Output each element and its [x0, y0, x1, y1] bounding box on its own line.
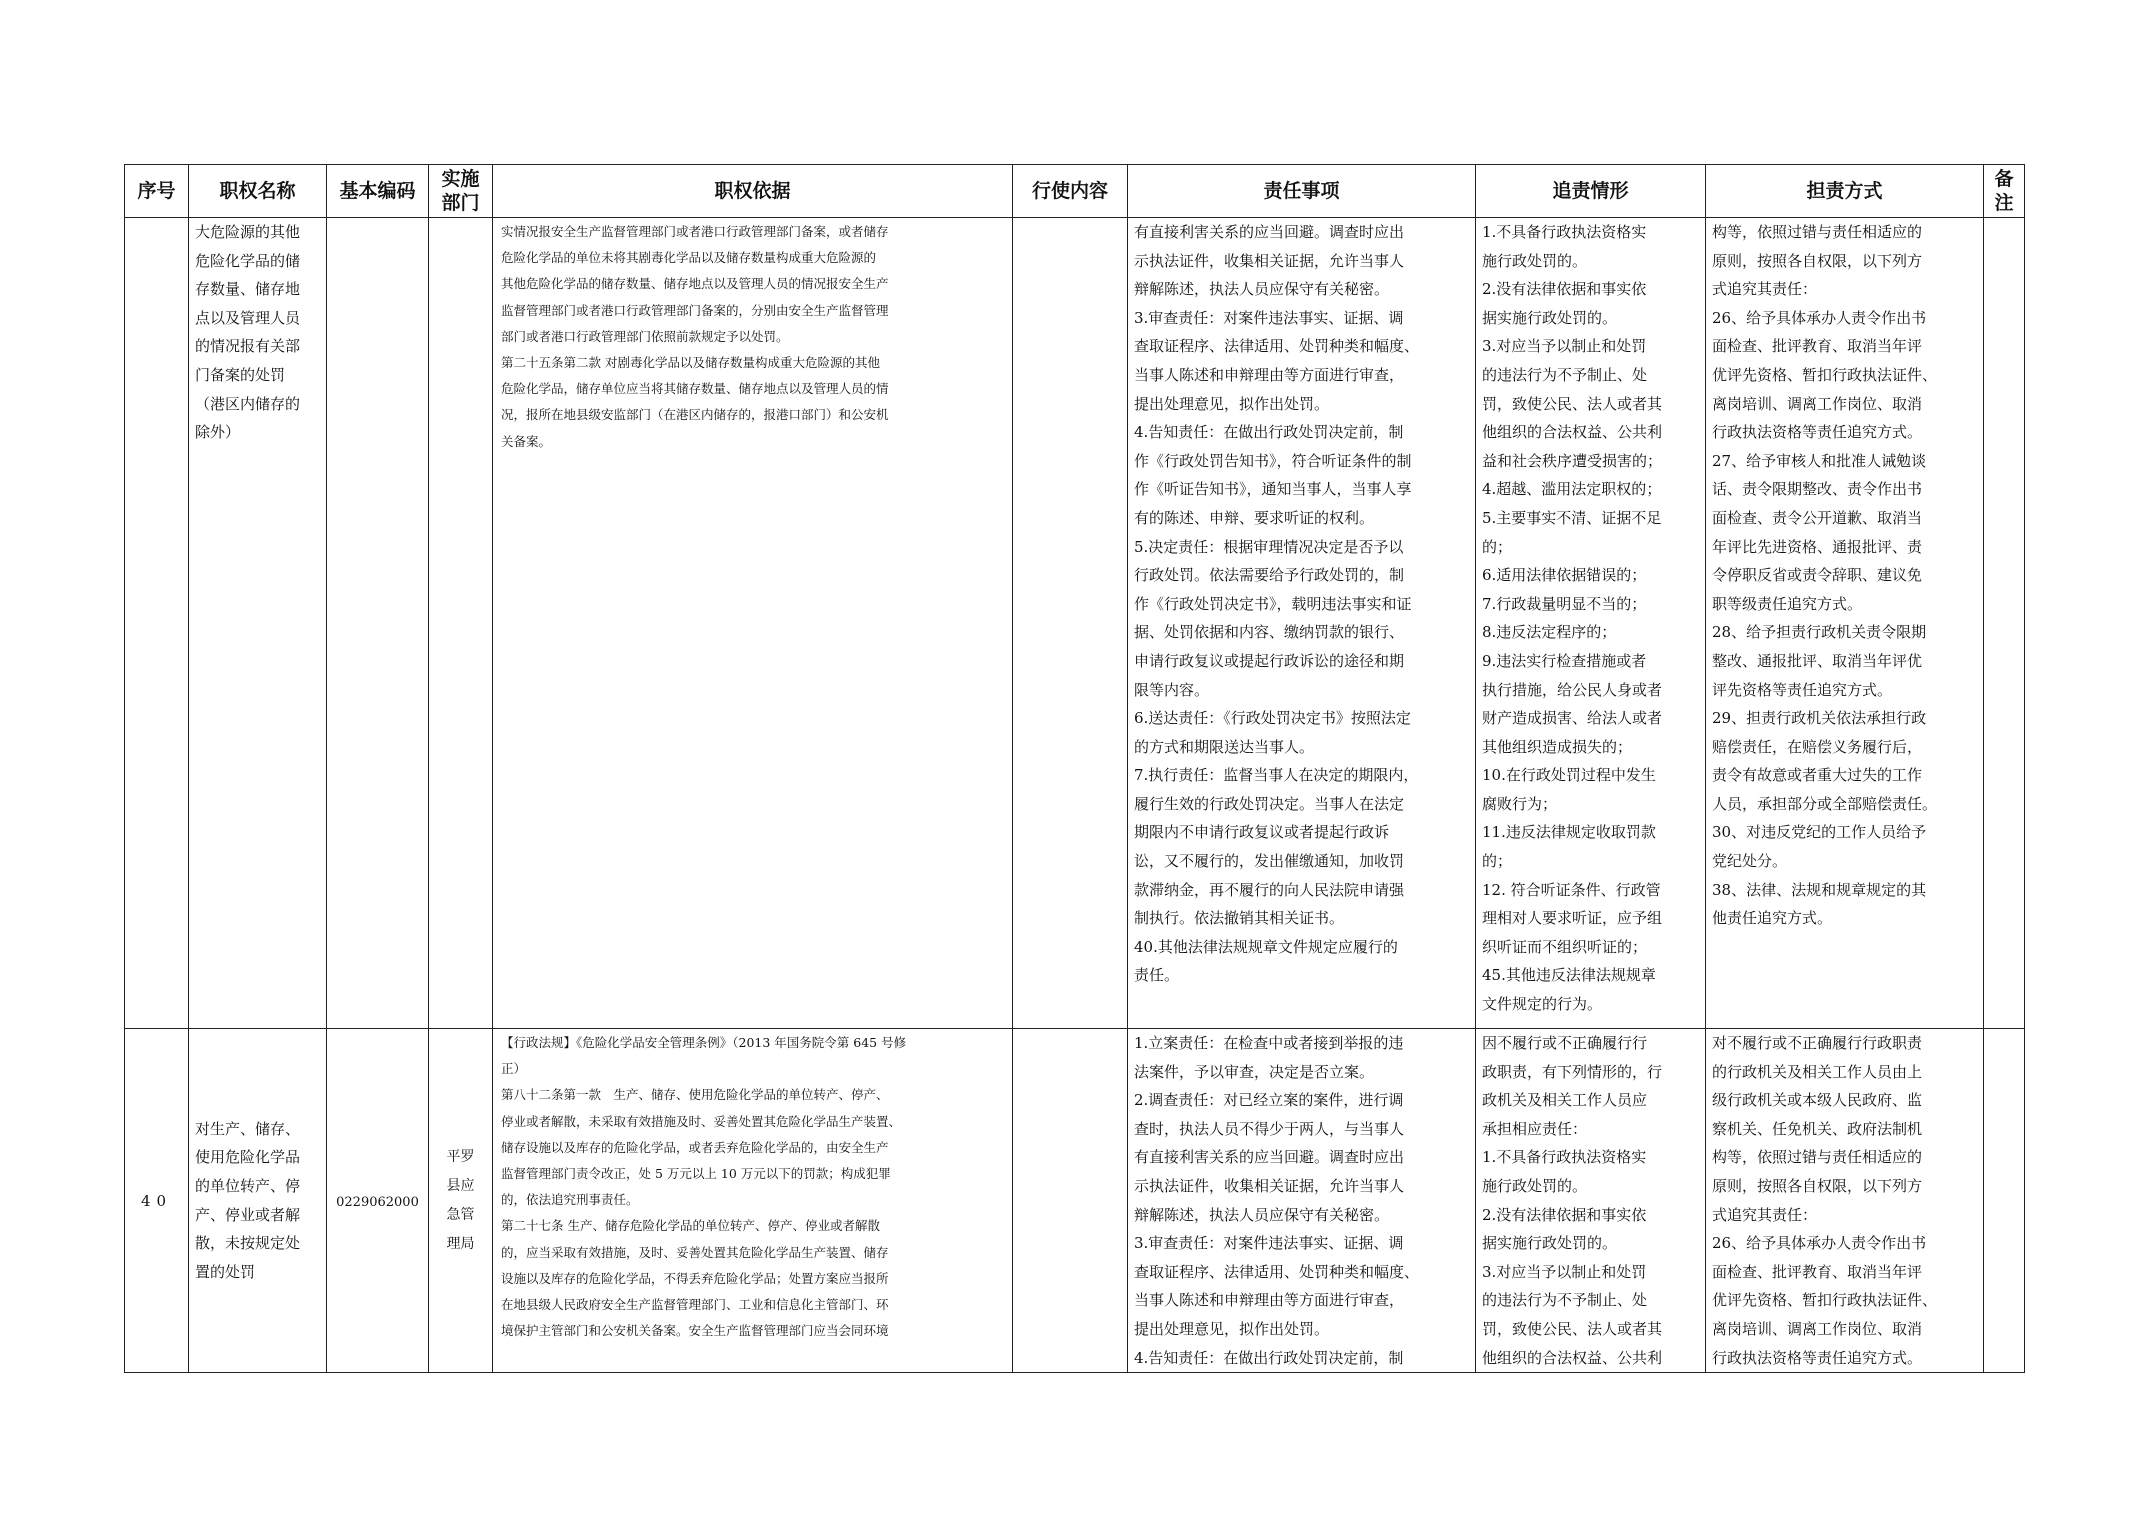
cell-code: 0229062000 [327, 1029, 429, 1373]
cell-liability: 对不履行或不正确履行行政职责 的行政机关及相关工作人员由上 级行政机关或本级人民政府、监 察机关、任免机关、政府法制机 构等，依照过错与责任相适应的 原则，按照各自权限，以下列方 式追究其责任： 26、给予具体承办人责令作出书 面检查、批评教育、取消当年评 优评先资格、暂扣行政执法证件、 离岗培训、调离工作岗位、取消 行政执法资格等责任追究方式。 [1706, 1029, 1984, 1373]
header-remark: 备 注 [1984, 165, 2025, 218]
header-dept: 实施 部门 [429, 165, 493, 218]
header-basis: 职权依据 [493, 165, 1013, 218]
header-code: 基本编码 [327, 165, 429, 218]
cell-liability: 构等，依照过错与责任相适应的 原则，按照各自权限，以下列方 式追究其责任： 26、给予具体承办人责令作出书 面检查、批评教育、取消当年评 优评先资格、暂扣行政执法证件、 离岗培训、调离工作岗位、取消 行政执法资格等责任追究方式。 27、给予审核人和批准人诫勉谈 话、责令限期整改、责令作出书 面检查、责令公开道歉、取消当 年评比先进资格、通报批评、责 令停职反省或责令辞职、建议免 职等级责任追究方式。 28、给予担责行政机关责令限期 整改、通报批评、取消当年评优 评先资格等责任追究方式。 29、担责行政机关依法承担行政 赔偿责任，在赔偿义务履行后， 责令有故意或者重大过失的工作 人员，承担部分或全部赔偿责任。 30、对违反党纪的工作人员给予 党纪处分。 38、法律、法规和规章规定的其 他责任追究方式。 [1706, 218, 1984, 1029]
header-seq: 序号 [125, 165, 189, 218]
cell-basis: 【行政法规】《危险化学品安全管理条例》（2013 年国务院令第 645 号修 正） 第八十二条第一款 生产、储存、使用危险化学品的单位转产、停产、 停业或者解散，未采取有效措施及时、妥善处置其危险化学品生产装置、 储存设施以及库存的危险化学品，或者丢弃危险化学品的，由安全生产 监督管理部门责令改正，处 5 万元以上 10 万元以下的罚款；构成犯罪 的，依法追究刑事责任。 第二十七条 生产、储存危险化学品的单位转产、停产、停业或者解散 的，应当采取有效措施，及时、妥善处置其危险化学品生产装置、储存 设施以及库存的危险化学品，不得丢弃危险化学品；处置方案应当报所 在地县级人民政府安全生产监督管理部门、工业和信息化主管部门、环 境保护主管部门和公安机关备案。安全生产监督管理部门应当会同环境 [493, 1029, 1013, 1373]
table-row [125, 218, 2025, 1029]
header-liability: 担责方式 [1706, 165, 1984, 218]
cell-dept [429, 218, 493, 1029]
header-duty: 责任事项 [1128, 165, 1476, 218]
cell-remark [1984, 1029, 2025, 1373]
table-row [125, 1029, 2025, 1373]
cell-content [1013, 218, 1128, 1029]
header-name: 职权名称 [189, 165, 327, 218]
cell-accountability: 1.不具备行政执法资格实 施行政处罚的。 2.没有法律依据和事实依 据实施行政处罚的。 3.对应当予以制止和处罚 的违法行为不予制止、处 罚，致使公民、法人或者其 他组织的合法权益、公共利 益和社会秩序遭受损害的； 4.超越、滥用法定职权的； 5.主要事实不清、证据不足 的； 6.适用法律依据错误的； 7.行政裁量明显不当的； 8.违反法定程序的； 9.违法实行检查措施或者 执行措施，给公民人身或者 财产造成损害、给法人或者 其他组织造成损失的； 10.在行政处罚过程中发生 腐败行为； 11.违反法律规定收取罚款 的； 12. 符合听证条件、行政管 理相对人要求听证，应予组 织听证而不组织听证的； 45.其他违反法律法规规章 文件规定的行为。 [1476, 218, 1706, 1029]
cell-name: 大危险源的其他 危险化学品的储 存数量、储存地 点以及管理人员 的情况报有关部 门备案的处罚 （港区内储存的 除外） [189, 218, 327, 1029]
cell-seq [125, 218, 189, 1029]
cell-name: 对生产、储存、 使用危险化学品 的单位转产、停 产、停业或者解 散，未按规定处 置的处罚 [189, 1029, 327, 1373]
header-content: 行使内容 [1013, 165, 1128, 218]
cell-accountability: 因不履行或不正确履行行 政职责，有下列情形的，行 政机关及相关工作人员应 承担相应责任： 1.不具备行政执法资格实 施行政处罚的。 2.没有法律依据和事实依 据实施行政处罚的。 3.对应当予以制止和处罚 的违法行为不予制止、处 罚，致使公民、法人或者其 他组织的合法权益、公共利 [1476, 1029, 1706, 1373]
cell-dept: 平罗 县应 急管 理局 [429, 1029, 493, 1373]
header-row [125, 165, 2025, 218]
power-list-table [124, 164, 2025, 1373]
cell-duty: 1.立案责任：在检查中或者接到举报的违 法案件，予以审查，决定是否立案。 2.调查责任：对已经立案的案件，进行调 查时，执法人员不得少于两人，与当事人 有直接利害关系的应当回避。调查时应出 示执法证件，收集相关证据，允许当事人 辩解陈述，执法人员应保守有关秘密。 3.审查责任：对案件违法事实、证据、调 查取证程序、法律适用、处罚种类和幅度、 当事人陈述和申辩理由等方面进行审查， 提出处理意见，拟作出处罚。 4.告知责任：在做出行政处罚决定前，制 [1128, 1029, 1476, 1373]
cell-seq: 40 [125, 1029, 189, 1373]
cell-duty: 有直接利害关系的应当回避。调查时应出 示执法证件，收集相关证据，允许当事人 辩解陈述，执法人员应保守有关秘密。 3.审查责任：对案件违法事实、证据、调 查取证程序、法律适用、处罚种类和幅度、 当事人陈述和申辩理由等方面进行审查， 提出处理意见，拟作出处罚。 4.告知责任：在做出行政处罚决定前，制 作《行政处罚告知书》，符合听证条件的制 作《听证告知书》，通知当事人，当事人享 有的陈述、申辩、要求听证的权利。 5.决定责任：根据审理情况决定是否予以 行政处罚。依法需要给予行政处罚的，制 作《行政处罚决定书》，载明违法事实和证 据、处罚依据和内容、缴纳罚款的银行、 申请行政复议或提起行政诉讼的途径和期 限等内容。 6.送达责任：《行政处罚决定书》按照法定 的方式和期限送达当事人。 7.执行责任：监督当事人在决定的期限内， 履行生效的行政处罚决定。当事人在法定 期限内不申请行政复议或者提起行政诉 讼，又不履行的，发出催缴通知，加收罚 款滞纳金，再不履行的向人民法院申请强 制执行。依法撤销其相关证书。 40.其他法律法规规章文件规定应履行的 责任。 [1128, 218, 1476, 1029]
cell-remark [1984, 218, 2025, 1029]
cell-basis: 实情况报安全生产监督管理部门或者港口行政管理部门备案，或者储存 危险化学品的单位未将其剧毒化学品以及储存数量构成重大危险源的 其他危险化学品的储存数量、储存地点以及管理人员的情况报安全生产 监督管理部门或者港口行政管理部门备案的，分别由安全生产监督管理 部门或者港口行政管理部门依照前款规定予以处罚。 第二十五条第二款 对剧毒化学品以及储存数量构成重大危险源的其他 危险化学品，储存单位应当将其储存数量、储存地点以及管理人员的情 况，报所在地县级安监部门（在港区内储存的，报港口部门）和公安机 关备案。 [493, 218, 1013, 1029]
header-accountability: 追责情形 [1476, 165, 1706, 218]
cell-code [327, 218, 429, 1029]
cell-content [1013, 1029, 1128, 1373]
